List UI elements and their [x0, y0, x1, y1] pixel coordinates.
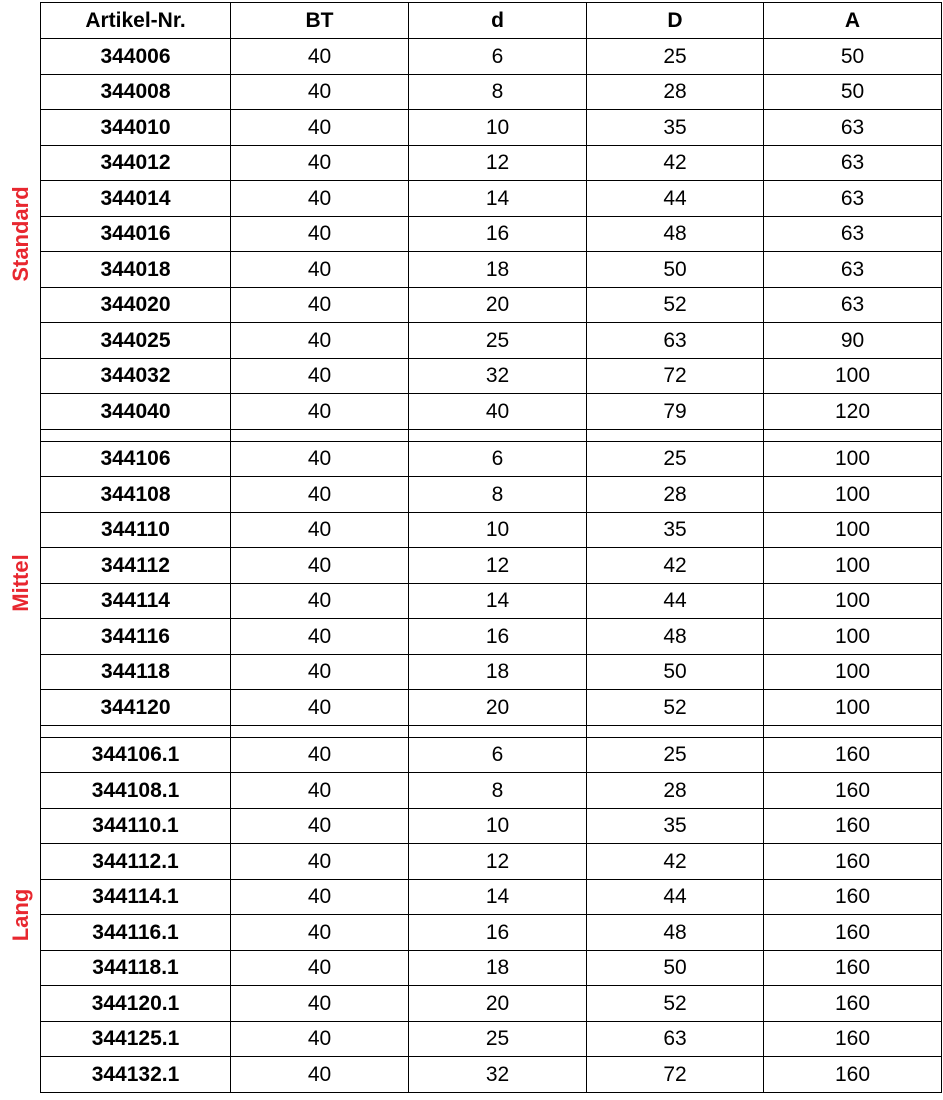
- table-row: [41, 394, 942, 430]
- d-small-cell: 10: [409, 808, 587, 844]
- d-large-cell: 35: [587, 512, 764, 548]
- col-header-d-small: d: [409, 3, 587, 39]
- col-header-artikel-nr: Artikel-Nr.: [41, 3, 231, 39]
- separator-cell: [764, 429, 942, 441]
- group-separator-row: [41, 429, 942, 441]
- d-large-cell: 50: [587, 252, 764, 288]
- artikel-nr-cell: 344114.1: [41, 879, 231, 915]
- table-row: [41, 1021, 942, 1057]
- bt-cell: 40: [231, 619, 409, 655]
- d-small-cell: 16: [409, 619, 587, 655]
- d-large-cell: 42: [587, 844, 764, 880]
- bt-cell: 40: [231, 477, 409, 513]
- table-row: [41, 879, 942, 915]
- bt-cell: 40: [231, 1057, 409, 1093]
- col-header-bt: BT: [231, 3, 409, 39]
- artikel-nr-cell: 344010: [41, 110, 231, 146]
- bt-cell: 40: [231, 287, 409, 323]
- a-cell: 160: [764, 1057, 942, 1093]
- artikel-nr-cell: 344110.1: [41, 808, 231, 844]
- d-large-cell: 44: [587, 181, 764, 217]
- a-cell: 160: [764, 808, 942, 844]
- a-cell: 160: [764, 773, 942, 809]
- a-cell: 63: [764, 181, 942, 217]
- bt-cell: 40: [231, 441, 409, 477]
- col-header-d-large: D: [587, 3, 764, 39]
- group-separator-row: [41, 725, 942, 737]
- a-cell: 160: [764, 950, 942, 986]
- col-header-a: A: [764, 3, 942, 39]
- table-row: [41, 1057, 942, 1093]
- separator-cell: [41, 725, 231, 737]
- bt-cell: 40: [231, 773, 409, 809]
- a-cell: 63: [764, 287, 942, 323]
- header-row: [41, 3, 942, 39]
- d-small-cell: 6: [409, 39, 587, 75]
- separator-cell: [764, 725, 942, 737]
- bt-cell: 40: [231, 654, 409, 690]
- table-row: [41, 773, 942, 809]
- d-small-cell: 18: [409, 654, 587, 690]
- a-cell: 100: [764, 548, 942, 584]
- d-large-cell: 35: [587, 808, 764, 844]
- table-row: [41, 441, 942, 477]
- table-row: [41, 110, 942, 146]
- d-large-cell: 52: [587, 287, 764, 323]
- d-large-cell: 35: [587, 110, 764, 146]
- table-row: [41, 74, 942, 110]
- artikel-nr-cell: 344114: [41, 583, 231, 619]
- bt-cell: 40: [231, 74, 409, 110]
- a-cell: 100: [764, 690, 942, 726]
- d-small-cell: 32: [409, 1057, 587, 1093]
- d-large-cell: 50: [587, 654, 764, 690]
- bt-cell: 40: [231, 323, 409, 359]
- d-small-cell: 20: [409, 287, 587, 323]
- d-small-cell: 20: [409, 986, 587, 1022]
- table-row: [41, 216, 942, 252]
- d-small-cell: 40: [409, 394, 587, 430]
- table-row: [41, 950, 942, 986]
- artikel-nr-cell: 344106.1: [41, 737, 231, 773]
- artikel-nr-cell: 344014: [41, 181, 231, 217]
- d-large-cell: 72: [587, 358, 764, 394]
- artikel-nr-cell: 344118: [41, 654, 231, 690]
- separator-cell: [231, 725, 409, 737]
- artikel-nr-cell: 344108.1: [41, 773, 231, 809]
- a-cell: 160: [764, 737, 942, 773]
- d-large-cell: 63: [587, 1021, 764, 1057]
- d-small-cell: 12: [409, 844, 587, 880]
- d-large-cell: 72: [587, 1057, 764, 1093]
- d-large-cell: 28: [587, 74, 764, 110]
- bt-cell: 40: [231, 879, 409, 915]
- table-row: [41, 619, 942, 655]
- d-small-cell: 20: [409, 690, 587, 726]
- bt-cell: 40: [231, 181, 409, 217]
- a-cell: 63: [764, 252, 942, 288]
- separator-cell: [587, 725, 764, 737]
- artikel-nr-cell: 344112: [41, 548, 231, 584]
- artikel-nr-cell: 344032: [41, 358, 231, 394]
- a-cell: 160: [764, 879, 942, 915]
- artikel-nr-cell: 344125.1: [41, 1021, 231, 1057]
- a-cell: 50: [764, 74, 942, 110]
- separator-cell: [41, 429, 231, 441]
- artikel-nr-cell: 344108: [41, 477, 231, 513]
- d-small-cell: 6: [409, 737, 587, 773]
- separator-cell: [409, 725, 587, 737]
- d-large-cell: 63: [587, 323, 764, 359]
- table-row: [41, 323, 942, 359]
- a-cell: 100: [764, 358, 942, 394]
- artikel-nr-cell: 344006: [41, 39, 231, 75]
- d-large-cell: 52: [587, 986, 764, 1022]
- d-large-cell: 28: [587, 477, 764, 513]
- artikel-nr-cell: 344120.1: [41, 986, 231, 1022]
- table-row: [41, 39, 942, 75]
- artikel-nr-cell: 344016: [41, 216, 231, 252]
- separator-cell: [587, 429, 764, 441]
- d-large-cell: 52: [587, 690, 764, 726]
- d-small-cell: 12: [409, 548, 587, 584]
- d-large-cell: 48: [587, 915, 764, 951]
- bt-cell: 40: [231, 548, 409, 584]
- bt-cell: 40: [231, 844, 409, 880]
- table-row: [41, 548, 942, 584]
- bt-cell: 40: [231, 1021, 409, 1057]
- a-cell: 100: [764, 654, 942, 690]
- d-large-cell: 44: [587, 583, 764, 619]
- d-large-cell: 48: [587, 619, 764, 655]
- artikel-nr-cell: 344106: [41, 441, 231, 477]
- d-small-cell: 10: [409, 512, 587, 548]
- bt-cell: 40: [231, 110, 409, 146]
- d-small-cell: 25: [409, 323, 587, 359]
- d-large-cell: 42: [587, 145, 764, 181]
- d-small-cell: 32: [409, 358, 587, 394]
- d-large-cell: 28: [587, 773, 764, 809]
- artikel-nr-cell: 344112.1: [41, 844, 231, 880]
- table-row: [41, 358, 942, 394]
- d-small-cell: 12: [409, 145, 587, 181]
- a-cell: 90: [764, 323, 942, 359]
- bt-cell: 40: [231, 808, 409, 844]
- a-cell: 160: [764, 915, 942, 951]
- d-small-cell: 8: [409, 773, 587, 809]
- group-label-standard: Standard: [8, 186, 33, 282]
- a-cell: 63: [764, 110, 942, 146]
- table-row: [41, 181, 942, 217]
- group-label-lang: Lang: [8, 888, 33, 941]
- bt-cell: 40: [231, 358, 409, 394]
- d-small-cell: 16: [409, 915, 587, 951]
- artikel-nr-cell: 344018: [41, 252, 231, 288]
- a-cell: 63: [764, 216, 942, 252]
- group-label-mittel: Mittel: [8, 554, 33, 612]
- table-row: [41, 145, 942, 181]
- bt-cell: 40: [231, 216, 409, 252]
- bt-cell: 40: [231, 986, 409, 1022]
- d-small-cell: 18: [409, 950, 587, 986]
- table-row: [41, 252, 942, 288]
- d-small-cell: 16: [409, 216, 587, 252]
- bt-cell: 40: [231, 145, 409, 181]
- d-small-cell: 18: [409, 252, 587, 288]
- bt-cell: 40: [231, 39, 409, 75]
- table-row: [41, 477, 942, 513]
- bt-cell: 40: [231, 950, 409, 986]
- a-cell: 160: [764, 844, 942, 880]
- table-row: [41, 583, 942, 619]
- table-row: [41, 808, 942, 844]
- artikel-nr-cell: 344116.1: [41, 915, 231, 951]
- a-cell: 100: [764, 583, 942, 619]
- d-small-cell: 6: [409, 441, 587, 477]
- artikel-nr-cell: 344025: [41, 323, 231, 359]
- a-cell: 100: [764, 512, 942, 548]
- d-large-cell: 79: [587, 394, 764, 430]
- d-small-cell: 25: [409, 1021, 587, 1057]
- d-small-cell: 8: [409, 74, 587, 110]
- separator-cell: [409, 429, 587, 441]
- a-cell: 160: [764, 986, 942, 1022]
- table-row: [41, 844, 942, 880]
- a-cell: 100: [764, 441, 942, 477]
- bt-cell: 40: [231, 512, 409, 548]
- artikel-nr-cell: 344008: [41, 74, 231, 110]
- table-row: [41, 915, 942, 951]
- table-row: [41, 512, 942, 548]
- bt-cell: 40: [231, 394, 409, 430]
- d-large-cell: 48: [587, 216, 764, 252]
- spec-table: [40, 2, 942, 1093]
- bt-cell: 40: [231, 690, 409, 726]
- a-cell: 63: [764, 145, 942, 181]
- table-row: [41, 287, 942, 323]
- d-large-cell: 25: [587, 737, 764, 773]
- bt-cell: 40: [231, 252, 409, 288]
- artikel-nr-cell: 344040: [41, 394, 231, 430]
- a-cell: 100: [764, 477, 942, 513]
- artikel-nr-cell: 344012: [41, 145, 231, 181]
- separator-cell: [231, 429, 409, 441]
- d-small-cell: 14: [409, 181, 587, 217]
- d-large-cell: 42: [587, 548, 764, 584]
- d-large-cell: 44: [587, 879, 764, 915]
- d-large-cell: 25: [587, 441, 764, 477]
- artikel-nr-cell: 344132.1: [41, 1057, 231, 1093]
- table-body: [41, 39, 942, 1093]
- d-small-cell: 14: [409, 879, 587, 915]
- artikel-nr-cell: 344110: [41, 512, 231, 548]
- bt-cell: 40: [231, 737, 409, 773]
- bt-cell: 40: [231, 583, 409, 619]
- table-row: [41, 654, 942, 690]
- a-cell: 160: [764, 1021, 942, 1057]
- a-cell: 120: [764, 394, 942, 430]
- a-cell: 50: [764, 39, 942, 75]
- table-row: [41, 986, 942, 1022]
- d-large-cell: 50: [587, 950, 764, 986]
- d-small-cell: 8: [409, 477, 587, 513]
- table-row: [41, 737, 942, 773]
- d-small-cell: 10: [409, 110, 587, 146]
- d-small-cell: 14: [409, 583, 587, 619]
- artikel-nr-cell: 344118.1: [41, 950, 231, 986]
- bt-cell: 40: [231, 915, 409, 951]
- artikel-nr-cell: 344120: [41, 690, 231, 726]
- table-row: [41, 690, 942, 726]
- d-large-cell: 25: [587, 39, 764, 75]
- artikel-nr-cell: 344116: [41, 619, 231, 655]
- a-cell: 100: [764, 619, 942, 655]
- artikel-nr-cell: 344020: [41, 287, 231, 323]
